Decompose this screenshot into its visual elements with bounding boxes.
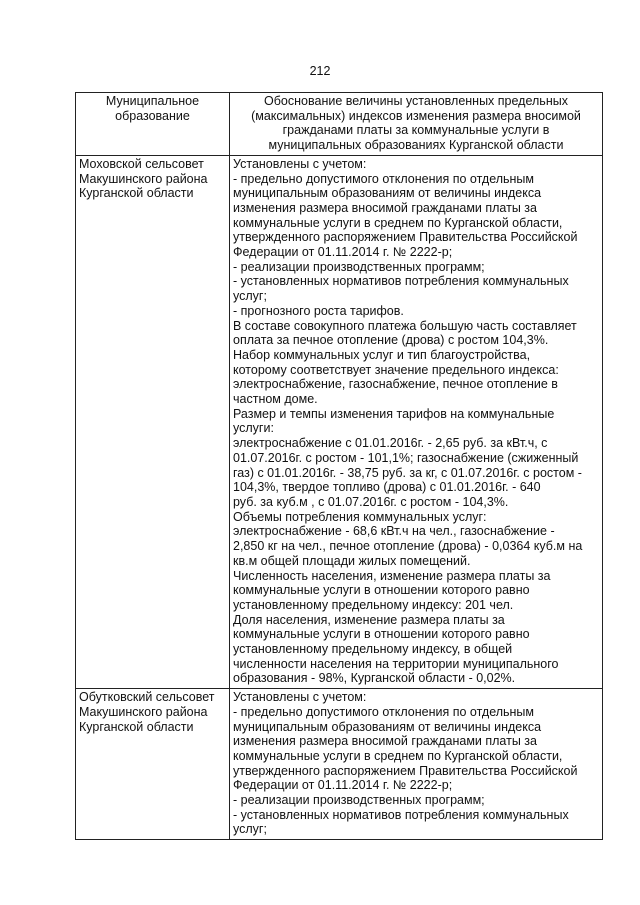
justification-line: услуги:: [233, 421, 274, 436]
justification-line: - реализации производственных программ;: [233, 793, 485, 808]
justification-line: - предельно допустимого отклонения по отдельным: [233, 704, 535, 719]
municipality-line: Курганской области: [79, 186, 194, 201]
justification-line: - реализации производственных программ;: [233, 259, 485, 274]
justification-line: электроснабжение с 01.01.2016г. - 2,65 руб. за кВт.ч, с: [233, 436, 548, 451]
justification-line: - предельно допустимого отклонения по отдельным: [233, 171, 535, 186]
justification-line: численности населения на территории муниципального: [233, 656, 559, 671]
header-line: образование: [115, 108, 190, 123]
header-line: Муниципальное: [105, 94, 200, 108]
justification-line: 104,3%, твердое топливо (дрова) с 01.01.2016г. - 640: [233, 480, 541, 495]
municipality-line: Макушинского района: [79, 704, 208, 719]
justification-line: коммунальные услуги в отношении которого равно: [233, 627, 530, 642]
justification-line: кв.м общей площади жилых помещений.: [233, 553, 471, 568]
justification-line: установленному предельному индексу: 201 чел.: [233, 597, 514, 612]
justification-line: муниципальным образованиям от величины индекса: [233, 186, 542, 201]
justification-line: утвержденного распоряжением Правительства Российской: [233, 763, 578, 778]
justification-line: изменения размера вносимой гражданами платы за: [233, 200, 537, 215]
justification-line: Установлены с учетом:: [233, 156, 367, 171]
page-number: 212: [309, 64, 331, 78]
justification-line: коммунальные услуги в отношении которого равно: [233, 583, 530, 598]
justification-line: электроснабжение, газоснабжение, печное отопление в: [233, 377, 558, 392]
municipality-line: Курганской области: [79, 719, 194, 734]
justification-line: Размер и темпы изменения тарифов на коммунальные: [233, 406, 555, 421]
justification-line: образования - 98%, Курганской области - 0,02%.: [233, 671, 516, 686]
index-justification-table: [75, 92, 603, 840]
justification-line: газ) с 01.01.2016г. - 38,75 руб. за кг, с 01.07.2016г. с ростом -: [233, 465, 582, 480]
justification-line: руб. за куб.м , с 01.07.2016г. с ростом - 104,3%.: [233, 494, 509, 509]
justification-line: утвержденного распоряжением Правительства Российской: [233, 230, 578, 245]
justification-line: услуг;: [233, 289, 267, 304]
justification-line: установленному предельному индексу, в общей: [233, 642, 513, 657]
justification-line: - установленных нормативов потребления коммунальных: [233, 807, 569, 822]
table-body: [76, 155, 603, 839]
justification-line: Установлены с учетом:: [233, 690, 367, 705]
justification-line: Федерации от 01.11.2014 г. № 2222-р;: [233, 778, 453, 793]
municipality-cell: [76, 155, 230, 688]
justification-line: изменения размера вносимой гражданами платы за: [233, 734, 537, 749]
header-line: гражданами платы за коммунальные услуги в: [282, 123, 550, 138]
justification-line: Набор коммунальных услуг и тип благоустройства,: [233, 347, 531, 362]
justification-line: - установленных нормативов потребления коммунальных: [233, 274, 569, 289]
municipality-line: Обутковский сельсовет: [79, 690, 215, 705]
municipality-line: Макушинского района: [79, 171, 208, 186]
header-municipality: [76, 93, 230, 156]
justification-line: коммунальные услуги в среднем по Курганской области,: [233, 748, 563, 763]
justification-line: Доля населения, изменение размера платы за: [233, 612, 505, 627]
municipality-cell: [76, 689, 230, 840]
justification-line: - прогнозного роста тарифов.: [233, 303, 404, 318]
header-line: Обоснование величины установленных предельных: [264, 94, 568, 108]
municipality-line: Моховской сельсовет: [79, 156, 204, 171]
justification-line: Объемы потребления коммунальных услуг:: [233, 509, 487, 524]
justification-cell: [230, 155, 603, 688]
justification-line: 2,850 кг на чел., печное отопление (дрова) - 0,0364 куб.м на: [233, 539, 583, 554]
justification-line: Федерации от 01.11.2014 г. № 2222-р;: [233, 245, 453, 260]
table-header-row: [76, 93, 603, 156]
table-row: [76, 689, 603, 840]
header-line: (максимальных) индексов изменения размера вносимой: [251, 108, 581, 123]
justification-line: которому соответствует значение предельного индекса:: [233, 362, 559, 377]
justification-cell: [230, 689, 603, 840]
justification-line: муниципальным образованиям от величины индекса: [233, 719, 542, 734]
table-row: [76, 155, 603, 688]
justification-line: 01.07.2016г. с ростом - 101,1%; газоснабжение (сжиженный: [233, 450, 579, 465]
justification-line: частном доме.: [233, 392, 318, 407]
justification-line: оплата за печное отопление (дрова) с ростом 104,3%.: [233, 333, 549, 348]
justification-line: В составе совокупного платежа большую часть составляет: [233, 318, 577, 333]
header-line: муниципальных образованиях Курганской области: [268, 138, 564, 153]
justification-line: услуг;: [233, 822, 267, 837]
justification-line: коммунальные услуги в среднем по Курганской области,: [233, 215, 563, 230]
justification-line: электроснабжение - 68,6 кВт.ч на чел., газоснабжение -: [233, 524, 555, 539]
justification-line: Численность населения, изменение размера платы за: [233, 568, 551, 583]
header-justification: [230, 93, 603, 156]
